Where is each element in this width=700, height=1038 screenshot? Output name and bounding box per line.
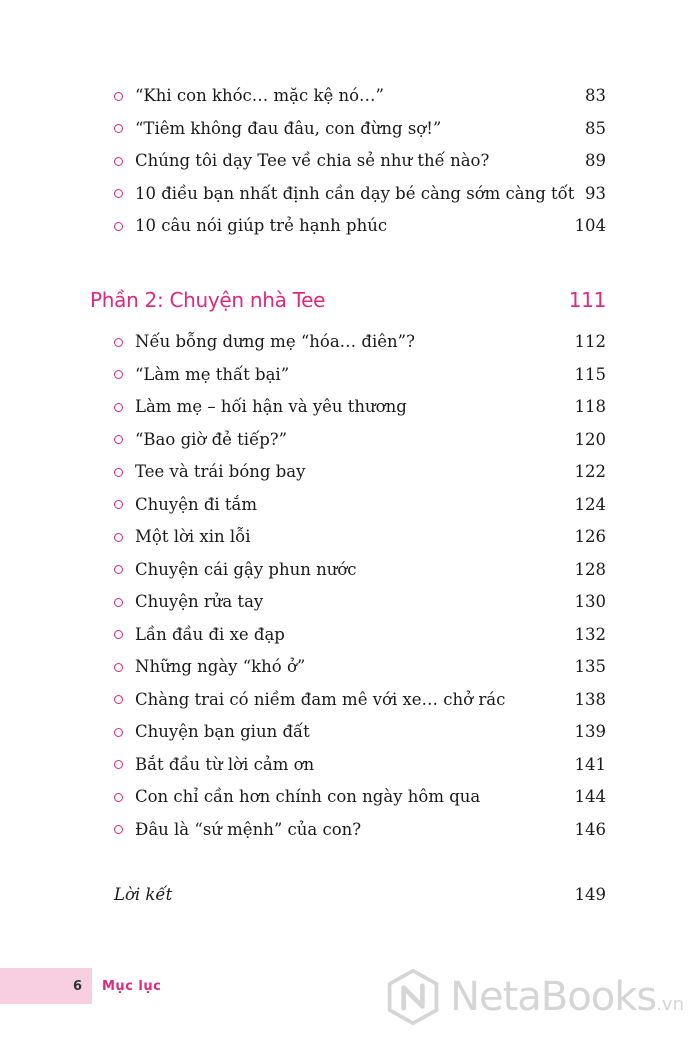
toc-item[interactable] xyxy=(114,749,606,782)
bullet-circle-icon xyxy=(114,760,123,769)
toc-item-page: 135 xyxy=(574,657,606,676)
footer-page-tab xyxy=(0,968,92,1004)
toc-item[interactable] xyxy=(114,456,606,489)
toc-item-page: 138 xyxy=(574,689,606,709)
toc-item-page: 128 xyxy=(574,559,606,579)
toc-item-title: Tee và trái bóng bay xyxy=(135,462,306,481)
bullet-circle-icon xyxy=(114,222,123,231)
toc-item-title: Một lời xin lỗi xyxy=(135,527,251,546)
toc-item-title: Chuyện bạn giun đất xyxy=(135,722,310,741)
bullet-circle-icon xyxy=(114,435,123,444)
toc-item-page: 141 xyxy=(574,754,606,774)
toc-item[interactable] xyxy=(114,781,606,814)
toc-item-page: 93 xyxy=(585,183,606,203)
toc-item-title: Làm mẹ – hối hận và yêu thương xyxy=(135,397,407,416)
toc-item[interactable] xyxy=(114,359,606,392)
toc-item-title: 10 câu nói giúp trẻ hạnh phúc xyxy=(135,216,388,235)
toc-item-title: Chuyện rửa tay xyxy=(135,592,264,611)
toc-item-title: Những ngày “khó ở” xyxy=(135,657,306,676)
bullet-circle-icon xyxy=(114,468,123,477)
bullet-circle-icon xyxy=(114,728,123,737)
toc-item[interactable] xyxy=(114,326,606,359)
toc-list-part-2 xyxy=(114,326,606,846)
toc-item-page: 130 xyxy=(574,592,606,611)
toc-item[interactable] xyxy=(114,586,606,619)
toc-item-page: 122 xyxy=(574,462,606,481)
toc-item[interactable] xyxy=(114,391,606,424)
section-heading-title: Phần 2: Chuyện nhà Tee xyxy=(90,288,326,312)
epilogue-page: 149 xyxy=(574,884,606,904)
footer-section-label: Mục lục xyxy=(102,978,162,994)
bullet-circle-icon xyxy=(114,189,123,198)
toc-item[interactable] xyxy=(114,684,606,717)
toc-item-title: Chuyện cái gậy phun nước xyxy=(135,559,357,579)
bullet-circle-icon xyxy=(114,500,123,509)
toc-item[interactable] xyxy=(114,178,606,211)
toc-item-page: 118 xyxy=(574,397,606,416)
toc-item-page: 120 xyxy=(574,429,606,449)
toc-item-title: 10 điều bạn nhất định cần dạy bé càng sớm càng tốt xyxy=(135,183,575,203)
toc-item[interactable] xyxy=(114,651,606,684)
section-heading-page: 111 xyxy=(568,288,606,312)
toc-item-page: 83 xyxy=(585,86,606,105)
bullet-circle-icon xyxy=(114,630,123,639)
watermark-text xyxy=(450,974,684,1020)
toc-item[interactable] xyxy=(114,80,606,113)
bullet-circle-icon xyxy=(114,598,123,607)
toc-item[interactable] xyxy=(114,521,606,554)
bullet-circle-icon xyxy=(114,124,123,133)
toc-item-title: Đâu là “sứ mệnh” của con? xyxy=(135,819,362,839)
toc-item-title: “Tiêm không đau đâu, con đừng sợ!” xyxy=(135,118,442,138)
bullet-circle-icon xyxy=(114,793,123,802)
toc-item[interactable] xyxy=(114,716,606,749)
bullet-circle-icon xyxy=(114,338,123,347)
toc-item[interactable] xyxy=(114,145,606,178)
toc-item-title: Con chỉ cần hơn chính con ngày hôm qua xyxy=(135,787,481,806)
bullet-circle-icon xyxy=(114,825,123,834)
toc-item-title: Bắt đầu từ lời cảm ơn xyxy=(135,754,315,774)
toc-item-page: 104 xyxy=(574,216,606,235)
toc-item-title: Chúng tôi dạy Tee về chia sẻ như thế nào? xyxy=(135,151,490,170)
toc-list-part-1 xyxy=(114,80,606,243)
netabooks-logo-icon xyxy=(384,966,442,1028)
watermark-brand: NetaBooks xyxy=(450,974,657,1020)
toc-item-title: “Làm mẹ thất bại” xyxy=(135,364,290,384)
toc-item-page: 144 xyxy=(574,787,606,806)
toc-item-title: Lần đầu đi xe đạp xyxy=(135,624,285,644)
epilogue-title: Lời kết xyxy=(114,884,173,904)
toc-item-title: Nếu bỗng dưng mẹ “hóa… điên”? xyxy=(135,332,415,351)
toc-item-page: 132 xyxy=(574,624,606,644)
toc-item-title: “Khi con khóc… mặc kệ nó…” xyxy=(135,86,384,105)
bullet-circle-icon xyxy=(114,92,123,101)
toc-item[interactable] xyxy=(114,814,606,847)
bullet-circle-icon xyxy=(114,370,123,379)
toc-item-page: 126 xyxy=(574,527,606,546)
bullet-circle-icon xyxy=(114,533,123,542)
bullet-circle-icon xyxy=(114,663,123,672)
bullet-circle-icon xyxy=(114,565,123,574)
toc-item-page: 146 xyxy=(574,819,606,839)
toc-item-epilogue[interactable] xyxy=(114,878,606,910)
toc-item-title: Chuyện đi tắm xyxy=(135,494,258,514)
toc-item-page: 115 xyxy=(574,364,606,384)
toc-item-page: 139 xyxy=(574,722,606,741)
watermark-tld: .vn xyxy=(656,994,684,1015)
bullet-circle-icon xyxy=(114,403,123,412)
footer-page-number: 6 xyxy=(72,978,82,994)
toc-item[interactable] xyxy=(114,554,606,587)
toc-item-page: 124 xyxy=(574,494,606,514)
toc-item[interactable] xyxy=(114,619,606,652)
toc-item[interactable] xyxy=(114,210,606,243)
section-heading-part-2[interactable] xyxy=(90,284,606,316)
watermark xyxy=(384,962,684,1032)
toc-item-page: 85 xyxy=(585,118,606,138)
toc-item[interactable] xyxy=(114,424,606,457)
bullet-circle-icon xyxy=(114,695,123,704)
toc-item[interactable] xyxy=(114,489,606,522)
toc-item-page: 89 xyxy=(585,151,606,170)
toc-item-title: “Bao giờ đẻ tiếp?” xyxy=(135,429,288,449)
toc-item[interactable] xyxy=(114,113,606,146)
toc-item-page: 112 xyxy=(574,332,606,351)
bullet-circle-icon xyxy=(114,157,123,166)
toc-item-title: Chàng trai có niềm đam mê với xe… chở rác xyxy=(135,689,506,709)
